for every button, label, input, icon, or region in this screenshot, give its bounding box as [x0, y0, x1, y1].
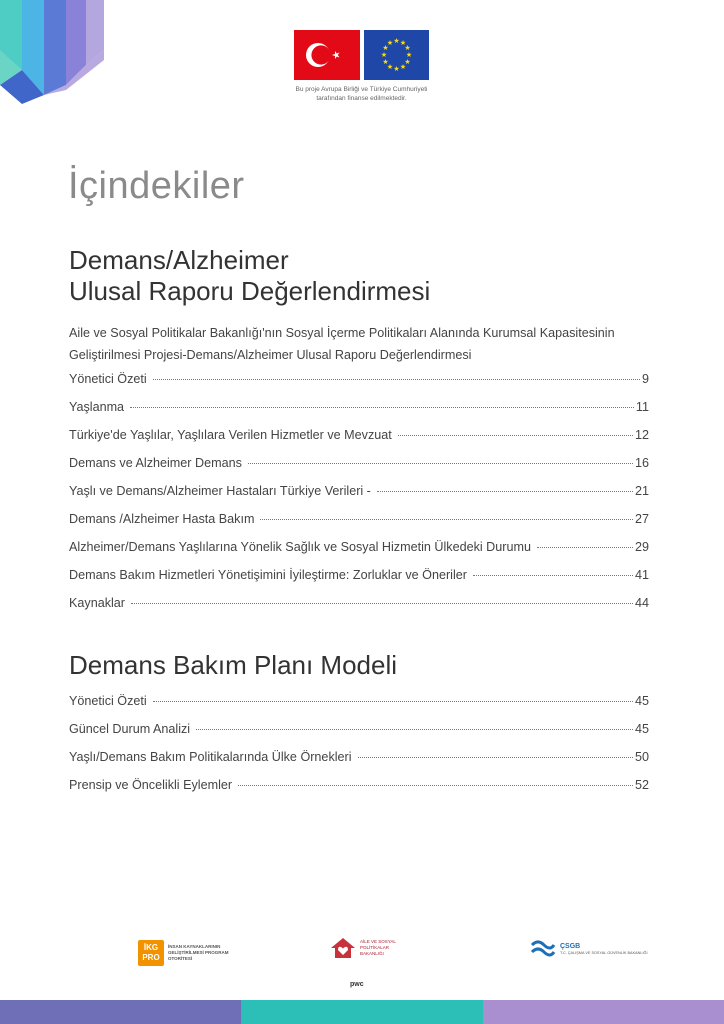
toc-entry-label: Yönetici Özeti — [69, 694, 147, 708]
funding-caption — [294, 85, 429, 103]
ikg-pro-text: İNSAN KAYNAKLARININ GELİŞTİRİLMESİ PROGRAM OTORİTESİ — [168, 944, 229, 961]
corner-decoration — [0, 0, 110, 110]
toc-entry-page: 21 — [634, 484, 649, 498]
section1-toc-list — [69, 372, 649, 624]
section2-title: Demans Bakım Planı Modeli — [69, 650, 398, 680]
toc-entry-label: Prensip ve Öncelikli Eylemler — [69, 778, 233, 792]
csgb-wave-icon — [530, 939, 556, 959]
ikg-pro-mark: İKG PRO — [138, 940, 164, 966]
toc-entry-label: Demans Bakım Hizmetleri Yönetişimini İyileştirme: Zorluklar ve Öneriler — [69, 568, 467, 582]
pwc-logo: pwc — [350, 981, 364, 988]
toc-entry-page: 41 — [634, 568, 649, 582]
svg-text:★: ★ — [382, 44, 389, 52]
footer-bar-segment-2 — [241, 1000, 482, 1024]
toc-entry-label: Alzheimer/Demans Yaşlılarına Yönelik Sağlık ve Sosyal Hizmetin Ülkedeki Durumu — [69, 540, 531, 554]
toc-entry-label: Demans /Alzheimer Hasta Bakım — [69, 512, 255, 526]
toc-entry[interactable] — [69, 778, 649, 806]
toc-entry-page: 9 — [641, 372, 649, 386]
toc-entry[interactable] — [69, 456, 649, 484]
footer-bar-segment-1 — [0, 1000, 241, 1024]
toc-entry-page: 45 — [634, 694, 649, 708]
footer-color-bar — [0, 1000, 724, 1024]
svg-text:★: ★ — [386, 39, 394, 47]
toc-entry[interactable] — [69, 428, 649, 456]
footer-bar-segment-3 — [483, 1000, 724, 1024]
toc-entry-label: Yaşlanma — [69, 400, 125, 414]
toc-entry[interactable] — [69, 596, 649, 624]
toc-entry[interactable] — [69, 400, 649, 428]
partner-logos — [0, 935, 724, 988]
toc-entry[interactable] — [69, 722, 649, 750]
toc-entry-page: 52 — [634, 778, 649, 792]
toc-entry-page: 12 — [634, 428, 649, 442]
svg-text:★: ★ — [382, 58, 389, 66]
asp-ministry-text: AİLE VE SOSYAL POLİTİKALAR BAKANLIĞI — [360, 939, 396, 956]
toc-entry-label: Demans ve Alzheimer Demans — [69, 456, 242, 470]
svg-text:★: ★ — [386, 63, 394, 71]
toc-entry-page: 50 — [634, 750, 649, 764]
csgb-subtext: T.C. ÇALIŞMA VE SOSYAL GÜVENLİK BAKANLIĞI — [560, 950, 648, 955]
svg-text:★: ★ — [405, 51, 413, 59]
toc-leader-dots — [537, 547, 633, 548]
toc-entry-page: 11 — [635, 400, 649, 414]
csgb-text: ÇSGB — [560, 942, 581, 950]
funding-flags — [294, 30, 429, 103]
toc-entry-label: Türkiye'de Yaşlılar, Yaşlılara Verilen Hizmetler ve Mevzuat — [69, 428, 392, 442]
toc-entry[interactable] — [69, 750, 649, 778]
section1-intro: Aile ve Sosyal Politikalar Bakanlığı'nın Sosyal İçerme Politikaları Alanında Kurumsal Kapasitesinin Geliştirilmesi Projesi-Demans/Alzheimer Ulusal Raporu Değerlendirmesi — [69, 326, 615, 362]
turkey-flag-icon — [294, 30, 360, 80]
toc-entry-page: 27 — [634, 512, 649, 526]
toc-entry[interactable] — [69, 372, 649, 400]
ikg-pro-logo — [138, 940, 238, 966]
svg-text:★: ★ — [399, 39, 407, 47]
toc-entry[interactable] — [69, 568, 649, 596]
svg-text:★: ★ — [404, 58, 411, 66]
toc-entry-label: Yaşlı/Demans Bakım Politikalarında Ülke Örnekleri — [69, 750, 352, 764]
toc-entry-page: 44 — [634, 596, 649, 610]
csgb-logo — [530, 939, 648, 959]
toc-entry-page: 45 — [634, 722, 649, 736]
svg-text:★: ★ — [393, 37, 400, 45]
eu-flag-icon — [364, 30, 429, 80]
toc-entry-page: 29 — [634, 540, 649, 554]
section1-title-line1: Demans/Alzheimer — [69, 245, 289, 275]
section1-title-line2: Ulusal Raporu Değerlendirmesi — [69, 276, 431, 306]
toc-leader-dots — [377, 491, 633, 492]
toc-leader-dots — [398, 435, 633, 436]
toc-entry-label: Kaynaklar — [69, 596, 126, 610]
toc-entry[interactable] — [69, 694, 649, 722]
toc-leader-dots — [358, 757, 633, 758]
toc-leader-dots — [260, 519, 633, 520]
toc-entry[interactable] — [69, 540, 649, 568]
toc-leader-dots — [238, 785, 633, 786]
toc-entry[interactable] — [69, 484, 649, 512]
house-heart-icon — [330, 937, 356, 959]
toc-leader-dots — [153, 379, 640, 380]
toc-leader-dots — [473, 575, 633, 576]
toc-leader-dots — [130, 407, 634, 408]
asp-ministry-logo — [330, 937, 405, 959]
toc-leader-dots — [131, 603, 633, 604]
svg-text:★: ★ — [393, 65, 400, 73]
funding-caption-line1: Bu proje Avrupa Birliği ve Türkiye Cumhuriyeti — [295, 86, 428, 93]
section2-toc-list — [69, 694, 649, 806]
toc-entry-label: Yönetici Özeti — [69, 372, 147, 386]
toc-entry[interactable] — [69, 512, 649, 540]
toc-heading: İçindekiler — [68, 165, 245, 207]
svg-text:★: ★ — [380, 51, 388, 59]
toc-leader-dots — [153, 701, 633, 702]
toc-entry-label: Güncel Durum Analizi — [69, 722, 191, 736]
toc-leader-dots — [248, 463, 633, 464]
funding-caption-line2: tarafından finanse edilmektedir. — [316, 95, 407, 102]
svg-text:★: ★ — [404, 44, 411, 52]
toc-entry-label: Yaşlı ve Demans/Alzheimer Hastaları Türkiye Verileri - — [69, 484, 371, 498]
section1-title — [69, 245, 430, 307]
toc-leader-dots — [196, 729, 633, 730]
toc-entry-page: 16 — [634, 456, 649, 470]
svg-text:★: ★ — [399, 63, 407, 71]
